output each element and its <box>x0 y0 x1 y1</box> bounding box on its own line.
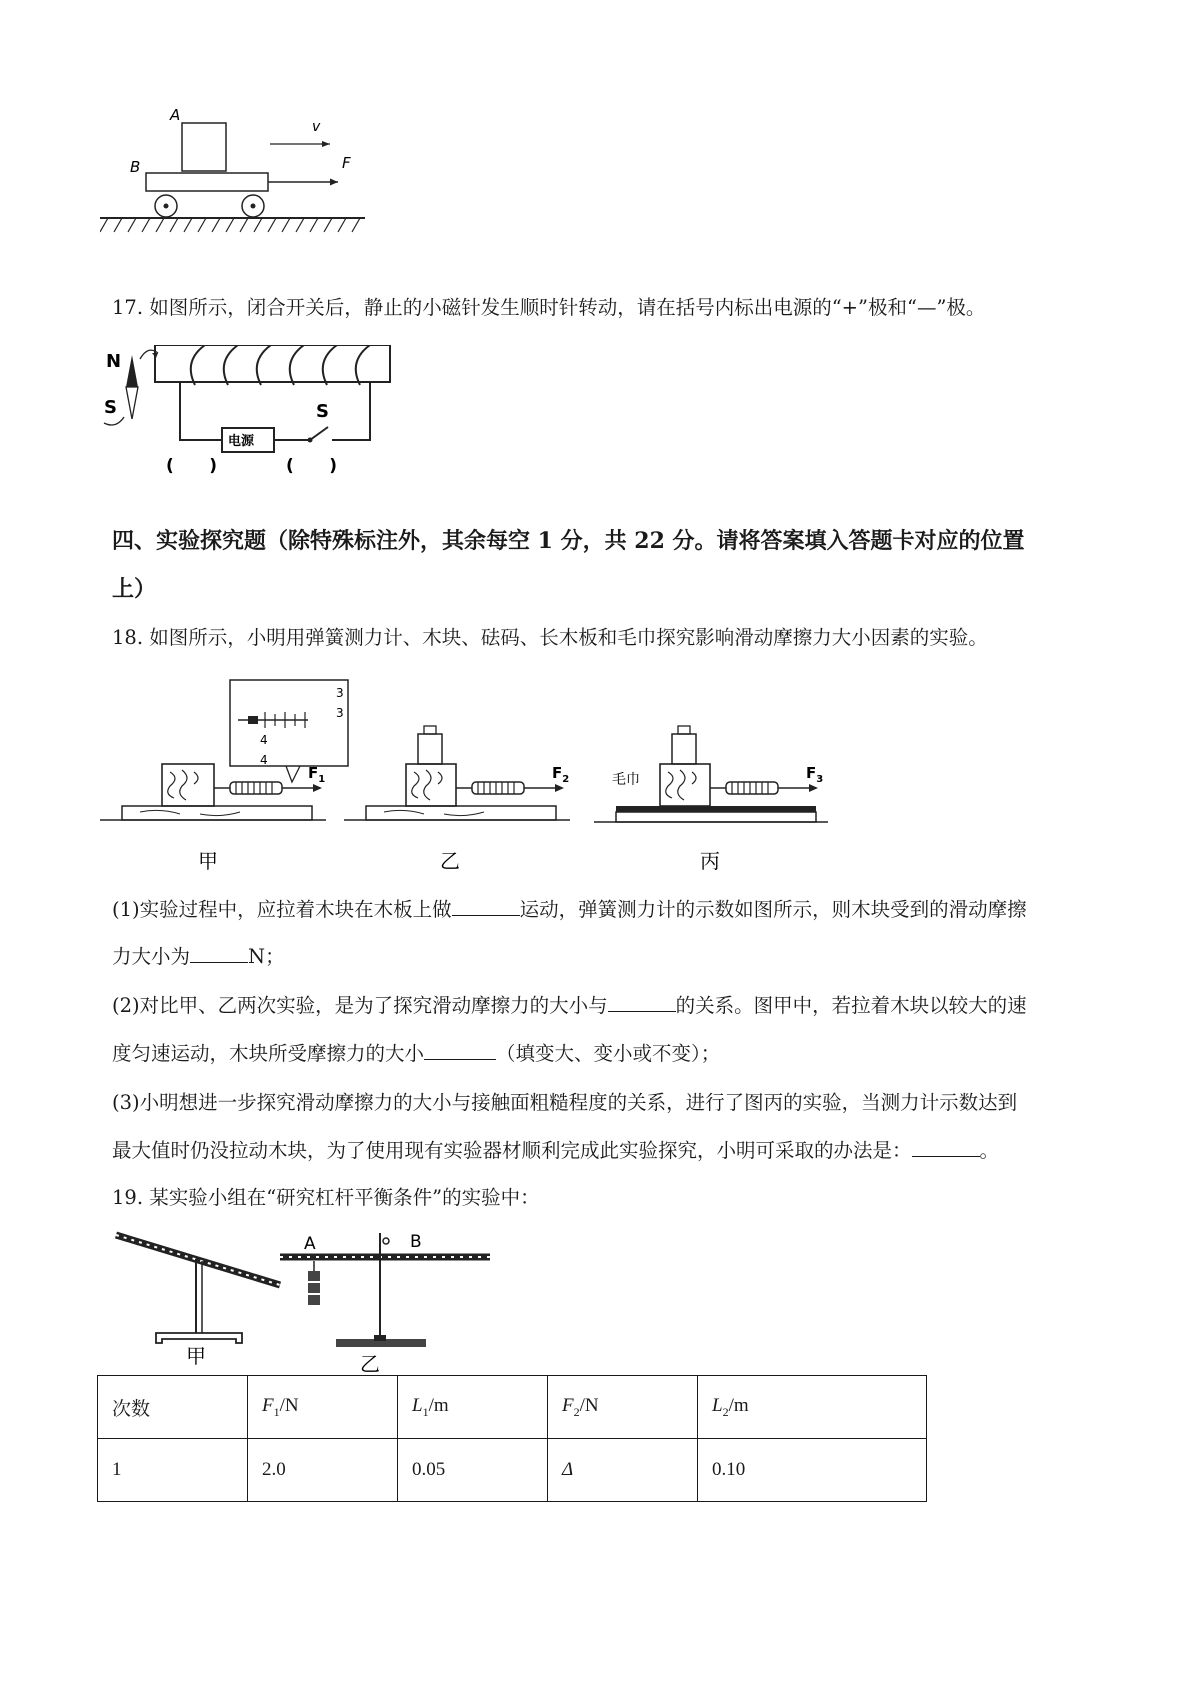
q18-part3-line1: (3)小明想进一步探究滑动摩擦力的大小与接触面粗糙程度的关系，进行了图丙的实验，当测力计示数达到 <box>112 1091 1018 1114</box>
table-cell: 0.05 <box>398 1439 548 1502</box>
solenoid-figure <box>100 345 430 505</box>
table-cell[interactable]: Δ <box>548 1439 698 1502</box>
force-f3-label: $F_3$ <box>806 764 824 785</box>
setup-jia <box>100 680 348 820</box>
q18-part1-line2: 力大小为 N； <box>112 945 285 968</box>
table-header-row <box>98 1376 927 1439</box>
label-a: A <box>170 106 181 124</box>
weight-yi <box>418 734 442 764</box>
caption-yi: 乙 <box>360 1352 380 1375</box>
lever-data-table <box>97 1375 927 1502</box>
force-f1-label: $F_1$ <box>308 764 326 785</box>
paren-right: ( ) <box>286 456 338 476</box>
hook-weight <box>308 1271 320 1281</box>
caption-jia: 甲 <box>186 1344 206 1368</box>
caption-yi: 乙 <box>440 849 460 873</box>
header-cell: $F_1/N$ <box>248 1376 398 1439</box>
compass-s-label: S <box>104 397 117 418</box>
q18-part2-line2: 度匀速运动，木块所受摩擦力的大小 （填变大、变小或不变）； <box>112 1042 721 1065</box>
label-f: F <box>342 154 351 172</box>
block-a <box>182 123 226 171</box>
solenoid-core <box>155 345 390 382</box>
header-cell: 次数 <box>98 1376 248 1439</box>
question-19: 19. 某实验小组在“研究杠杆平衡条件”的实验中： <box>112 1186 540 1209</box>
switch-label: S <box>316 401 329 422</box>
spring-scale <box>230 782 282 794</box>
header-cell: $F_2/N$ <box>548 1376 698 1439</box>
circuit-wire <box>180 382 222 440</box>
table-cell: 1 <box>98 1439 248 1502</box>
answer-blank[interactable] <box>452 897 520 916</box>
q18-part3-line2: 最大值时仍没拉动木块，为了使用现有实验器材顺利完成此实验探究，小明可采取的办法是： 。 <box>112 1139 1000 1162</box>
scale-3-bottom: 3 <box>336 706 344 720</box>
question-17: 17. 如图所示，闭合开关后，静止的小磁针发生顺时针转动，请在括号内标出电源的“+”极和“—”极。 <box>112 296 986 319</box>
point-b-label: B <box>410 1232 422 1252</box>
setup-yi <box>344 726 570 820</box>
answer-blank[interactable] <box>912 1138 980 1157</box>
scale-3-top: 3 <box>336 686 344 700</box>
cart-b <box>146 173 268 191</box>
friction-experiment-figure <box>100 672 910 882</box>
table-row <box>98 1439 927 1502</box>
paren-left: ( ) <box>166 456 218 476</box>
table-cell: 0.10 <box>698 1439 927 1502</box>
answer-blank[interactable] <box>190 944 248 963</box>
section-4-line-2: 上） <box>112 576 157 602</box>
label-b: B <box>130 158 141 176</box>
scale-4-top: 4 <box>260 733 268 747</box>
compass-needle <box>126 355 138 387</box>
scale-4-bottom: 4 <box>260 753 268 767</box>
caption-jia: 甲 <box>198 849 218 873</box>
answer-blank[interactable] <box>424 1041 496 1060</box>
answer-blank[interactable] <box>608 993 676 1012</box>
header-cell: $L_1/m$ <box>398 1376 548 1439</box>
towel-label: 毛巾 <box>612 772 640 788</box>
switch <box>310 427 328 440</box>
q18-part2-line1: (2)对比甲、乙两次实验，是为了探究滑动摩擦力的大小与 的关系。图甲中，若拉着木块以较大的速 <box>112 994 1027 1017</box>
q18-part1-line1: (1)实验过程中，应拉着木块在木板上做 运动，弹簧测力计的示数如图所示，则木块受到的滑动摩擦 <box>112 898 1027 921</box>
section-4-heading-cont <box>112 575 156 603</box>
label-v: v <box>312 119 321 135</box>
cart-figure <box>100 100 400 260</box>
table-cell: 2.0 <box>248 1439 398 1502</box>
spring-scale-dial <box>230 680 348 766</box>
point-a-label: A <box>304 1234 316 1254</box>
force-f2-label: $F_2$ <box>552 764 570 785</box>
section-4-line-1: 四、实验探究题（除特殊标注外，其余每空 1 分，共 22 分。请将答案填入答题卡对应的位置 <box>112 528 1025 554</box>
question-18: 18. 如图所示，小明用弹簧测力计、木块、砝码、长木板和毛巾探究影响滑动摩擦力大小因素的实验。 <box>112 626 988 649</box>
compass-n-label: N <box>106 351 122 372</box>
power-source-label: 电源 <box>228 434 255 449</box>
wood-block-yi <box>406 764 456 806</box>
setup-bing <box>594 726 828 822</box>
wood-board <box>122 806 312 820</box>
caption-bing: 丙 <box>700 849 720 873</box>
lever-yi <box>280 1232 490 1375</box>
header-cell: $L_2/m$ <box>698 1376 927 1439</box>
towel <box>616 806 816 812</box>
lever-figure <box>110 1225 530 1375</box>
wood-block <box>162 764 214 806</box>
lever-jia <box>116 1235 280 1368</box>
section-4-heading <box>112 527 1025 555</box>
